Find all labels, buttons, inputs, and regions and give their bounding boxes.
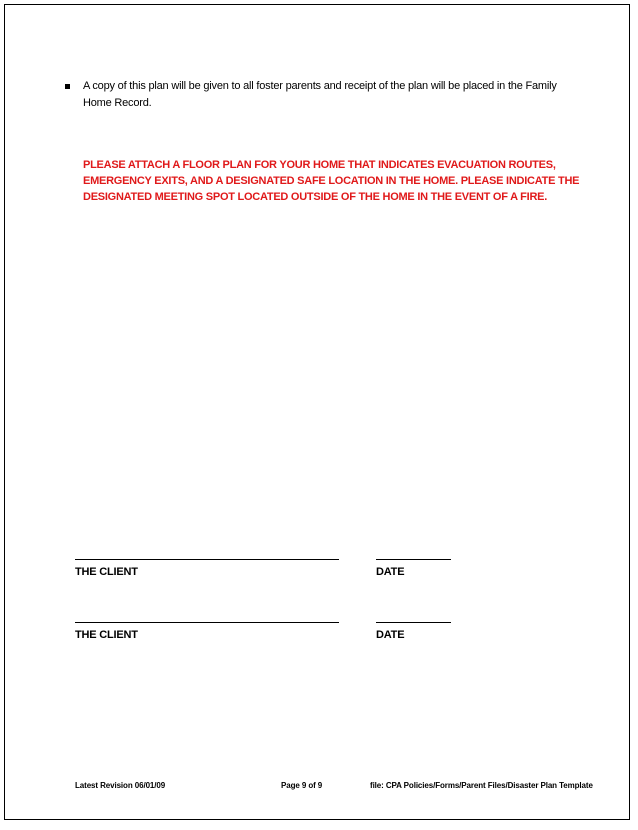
footer-file-path: file: CPA Policies/Forms/Parent Files/Disaster Plan Template [370, 781, 593, 790]
footer-page-number: Page 9 of 9 [281, 781, 323, 790]
date-line-2[interactable] [376, 622, 451, 623]
bullet-item [65, 78, 585, 112]
bullet-text: A copy of this plan will be given to all foster parents and receipt of the plan will be placed in the Family Home Record. [83, 80, 557, 109]
client-signature-line-2[interactable] [75, 622, 339, 623]
client-label-2: THE CLIENT [75, 629, 138, 641]
document-page [4, 4, 630, 820]
date-label-1: DATE [376, 566, 405, 578]
floor-plan-notice: PLEASE ATTACH A FLOOR PLAN FOR YOUR HOME THAT INDICATES EVACUATION ROUTES, EMERGENCY EXITS, AND A DESIGNATED SAFE LOCATION IN THE HOME. PLEASE INDICATE THE DESIGNATED MEETING SPOT LOCATED OUTSIDE OF THE HOME IN THE EVENT OF A FIRE. [83, 159, 580, 203]
square-bullet-icon [65, 84, 70, 89]
client-signature-line-1[interactable] [75, 559, 339, 560]
date-label-2: DATE [376, 629, 405, 641]
date-line-1[interactable] [376, 559, 451, 560]
footer-revision: Latest Revision 06/01/09 [75, 781, 166, 790]
client-label-1: THE CLIENT [75, 566, 138, 578]
